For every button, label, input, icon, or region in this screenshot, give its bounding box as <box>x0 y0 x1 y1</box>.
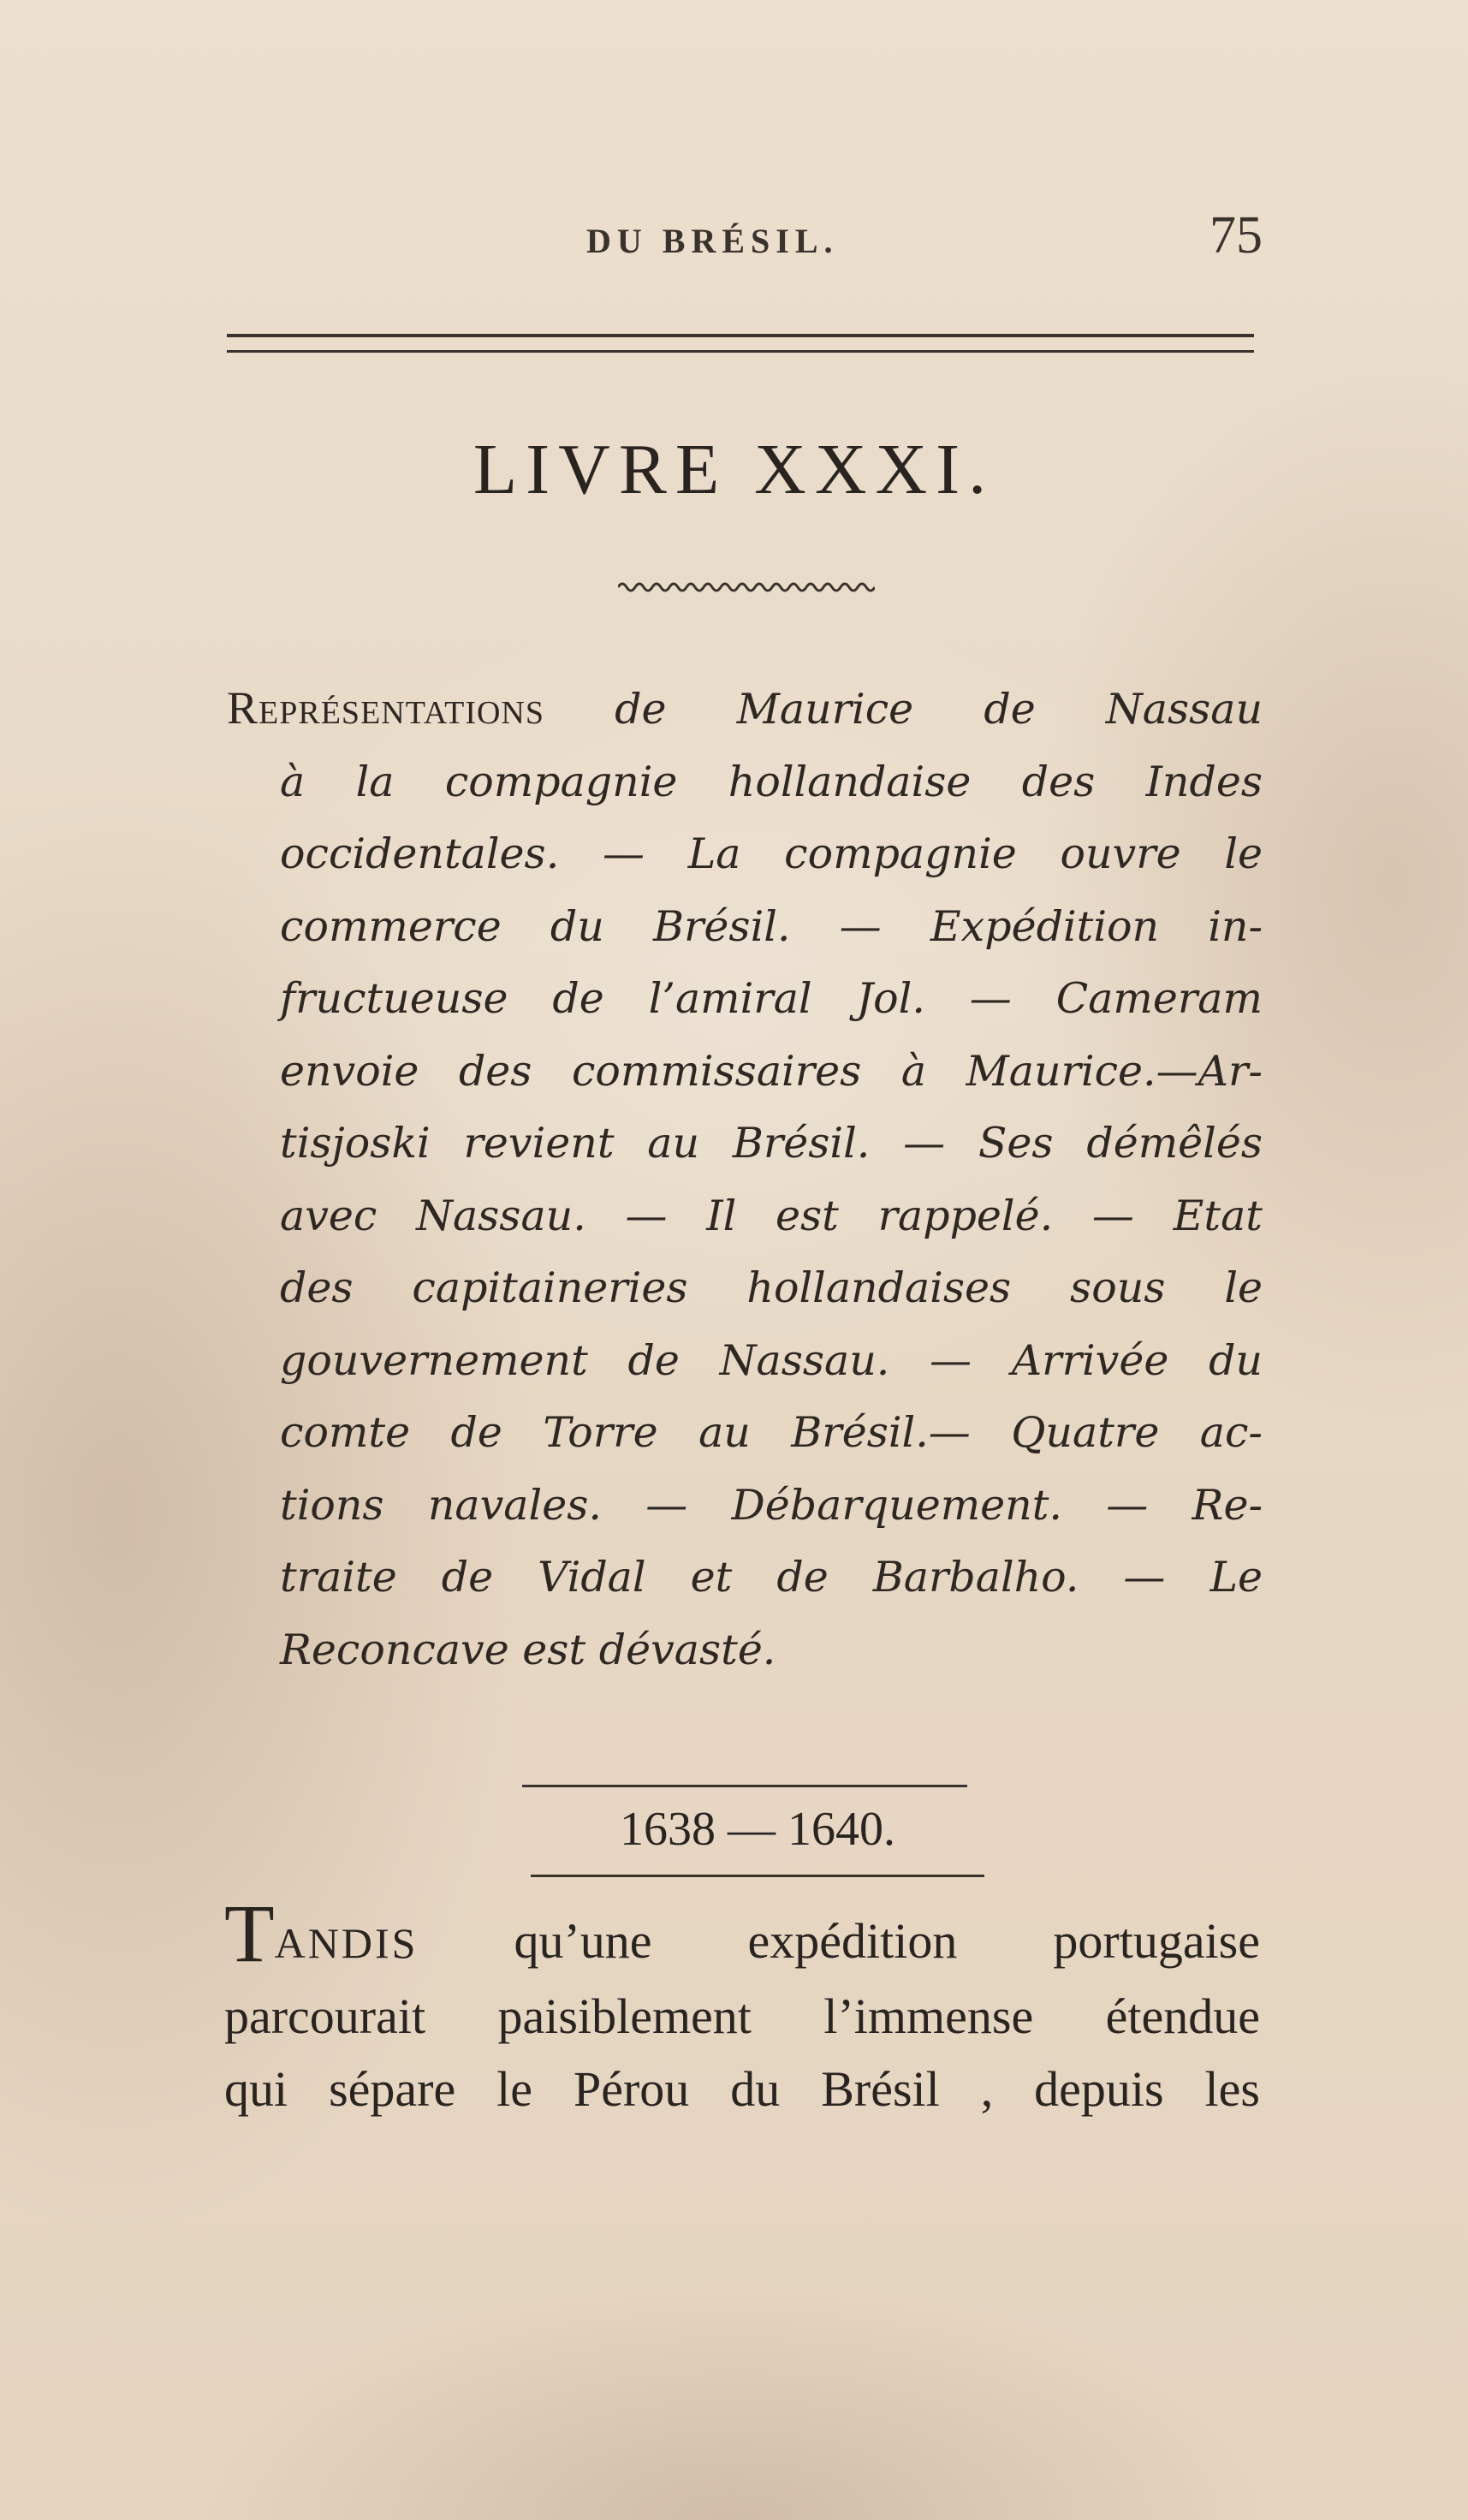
body-line-1-rest: qu’une expédition portugaise <box>514 1913 1260 1969</box>
summary-line-12: tions navales. — Débarquement. — Re- <box>280 1480 1263 1530</box>
running-title: DU BRÉSIL. <box>586 222 839 260</box>
body-text <box>224 1887 1260 2125</box>
wavy-ornament <box>618 580 875 594</box>
body-line-1 <box>224 1887 1260 1980</box>
body-line-2: parcourait paisiblement l’immense étendue <box>224 1988 1260 2044</box>
summary-line-5: fructueuse de l’amiral Jol. — Cameram <box>280 974 1263 1023</box>
summary-line-9: des capitaineries hollandaises sous le <box>280 1263 1263 1312</box>
summary-line-3: occidentales. — La compagnie ouvre le <box>280 829 1263 878</box>
small-caps-word: ANDIS <box>274 1919 419 1967</box>
book-title: LIVRE XXXI. <box>472 430 996 509</box>
summary-line-11: comte de Torre au Brésil.— Quatre ac- <box>280 1408 1263 1457</box>
date-block <box>518 1785 963 1879</box>
page-number: 75 <box>1209 206 1263 264</box>
header-double-rule <box>227 334 1254 353</box>
summary-line-2: à la compagnie hollandaise des Indes <box>280 757 1263 806</box>
date-rule-top <box>522 1785 967 1787</box>
date-range: 1638 — 1640. <box>620 1803 895 1856</box>
summary-line-1 <box>227 672 1263 746</box>
summary-line-13: traite de Vidal et de Barbalho. — Le <box>280 1553 1263 1602</box>
running-head <box>227 205 1263 274</box>
summary-line-4: commerce du Brésil. — Expédition in- <box>280 901 1263 951</box>
summary-lead: Représentations <box>227 682 544 734</box>
summary-line-text: de Maurice de Nassau <box>615 685 1263 734</box>
body-line-3: qui sépare le Pérou du Brésil , depuis les <box>224 2061 1260 2117</box>
drop-cap: T <box>224 1887 275 1979</box>
summary-line-6: envoie des commissaires à Maurice.—Ar- <box>280 1046 1263 1096</box>
date-rule-bottom <box>531 1875 984 1877</box>
summary-line-10: gouvernement de Nassau. — Arrivée du <box>280 1335 1263 1385</box>
summary-line-14: Reconcave est dévasté. <box>280 1625 776 1674</box>
summary-line-7: tisjoski revient au Brésil. — Ses démêlés <box>280 1119 1263 1168</box>
summary-line-8: avec Nassau. — Il est rappelé. — Etat <box>280 1191 1263 1240</box>
chapter-summary <box>227 672 1263 1686</box>
